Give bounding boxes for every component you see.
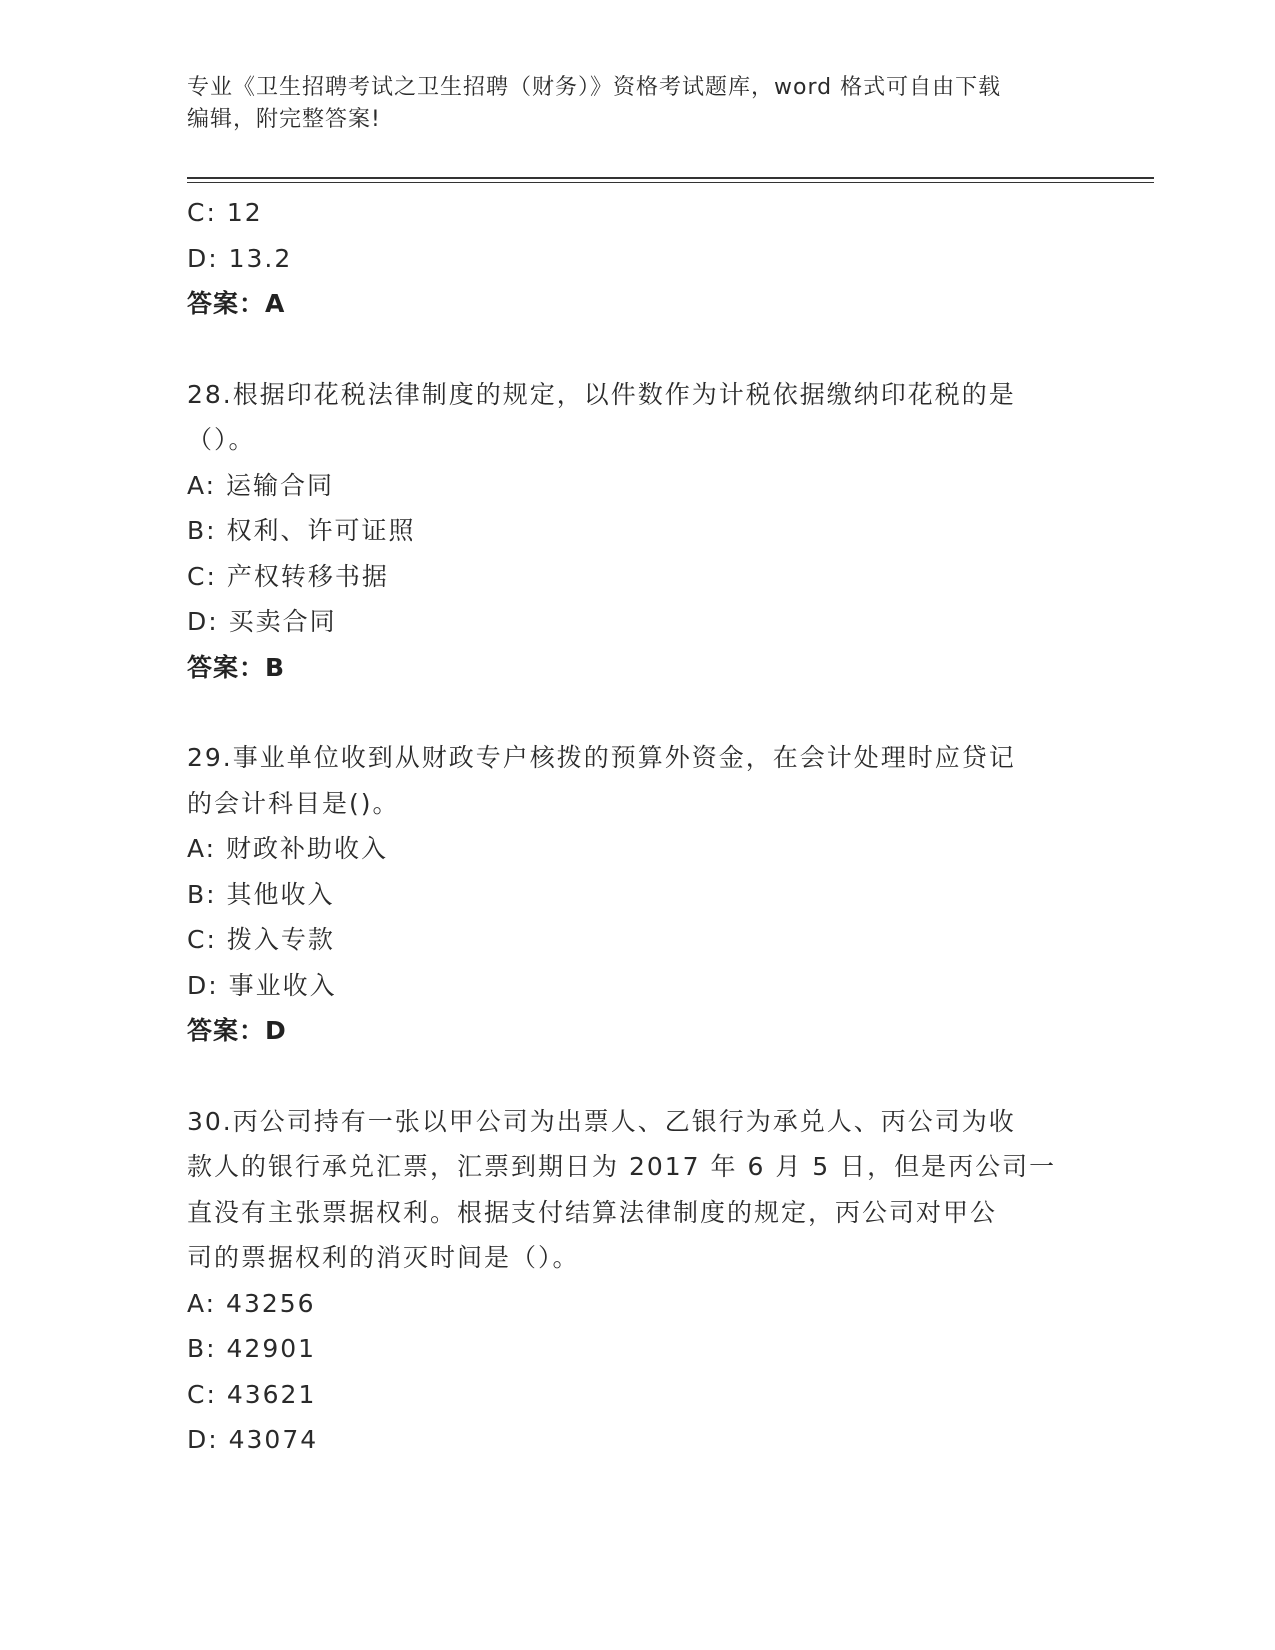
answer-line: 答案：A bbox=[187, 289, 286, 318]
option-c: C: 产权转移书据 bbox=[187, 561, 389, 591]
question-28 bbox=[187, 372, 1067, 691]
question-stem-line: 29.事业单位收到从财政专户核拨的预算外资金，在会计处理时应贷记 bbox=[187, 743, 1016, 772]
option-d: D: 买卖合同 bbox=[187, 607, 337, 636]
header-rule-thin bbox=[187, 182, 1154, 183]
option-a: A: 43256 bbox=[187, 1288, 316, 1318]
question-29 bbox=[187, 735, 1067, 1054]
answer-line: 答案：B bbox=[187, 652, 286, 682]
header-line-2: 编辑，附完整答案! bbox=[187, 107, 381, 132]
option-c: C: 12 bbox=[187, 198, 263, 227]
question-stem-line: 款人的银行承兑汇票，汇票到期日为 2017 年 6 月 5 日，但是丙公司一 bbox=[187, 1152, 1057, 1181]
question-stem-line: 的会计科目是()。 bbox=[187, 788, 400, 818]
option-b: B: 其他收入 bbox=[187, 879, 335, 909]
question-stem-line: 直没有主张票据权利。根据支付结算法律制度的规定，丙公司对甲公 bbox=[187, 1197, 998, 1227]
question-30 bbox=[187, 1099, 1067, 1463]
answer-line: 答案：D bbox=[187, 1016, 287, 1045]
question-stem-line: 30.丙公司持有一张以甲公司为出票人、乙银行为承兑人、丙公司为收 bbox=[187, 1106, 1016, 1136]
document-body bbox=[187, 190, 1067, 1463]
option-d: D: 事业收入 bbox=[187, 970, 337, 1000]
question-stem-line: 28.根据印花税法律制度的规定，以件数作为计税依据缴纳印花税的是 bbox=[187, 379, 1016, 409]
header-rule-thick bbox=[187, 177, 1154, 179]
header-line-1: 专业《卫生招聘考试之卫生招聘（财务）》资格考试题库，word 格式可自由下载 bbox=[187, 75, 1002, 100]
option-b: B: 42901 bbox=[187, 1334, 317, 1363]
option-c: C: 43621 bbox=[187, 1379, 317, 1409]
option-b: B: 权利、许可证照 bbox=[187, 516, 416, 545]
option-c: C: 拨入专款 bbox=[187, 925, 335, 954]
question-stem-line: （）。 bbox=[187, 425, 256, 454]
option-a: A: 财政补助收入 bbox=[187, 834, 389, 863]
option-a: A: 运输合同 bbox=[187, 470, 335, 500]
question-stem-line: 司的票据权利的消灭时间是（）。 bbox=[187, 1243, 580, 1272]
option-d: D: 43074 bbox=[187, 1425, 319, 1454]
question-27-tail bbox=[187, 190, 1067, 327]
page-header bbox=[187, 72, 1067, 136]
option-d: D: 13.2 bbox=[187, 243, 293, 273]
